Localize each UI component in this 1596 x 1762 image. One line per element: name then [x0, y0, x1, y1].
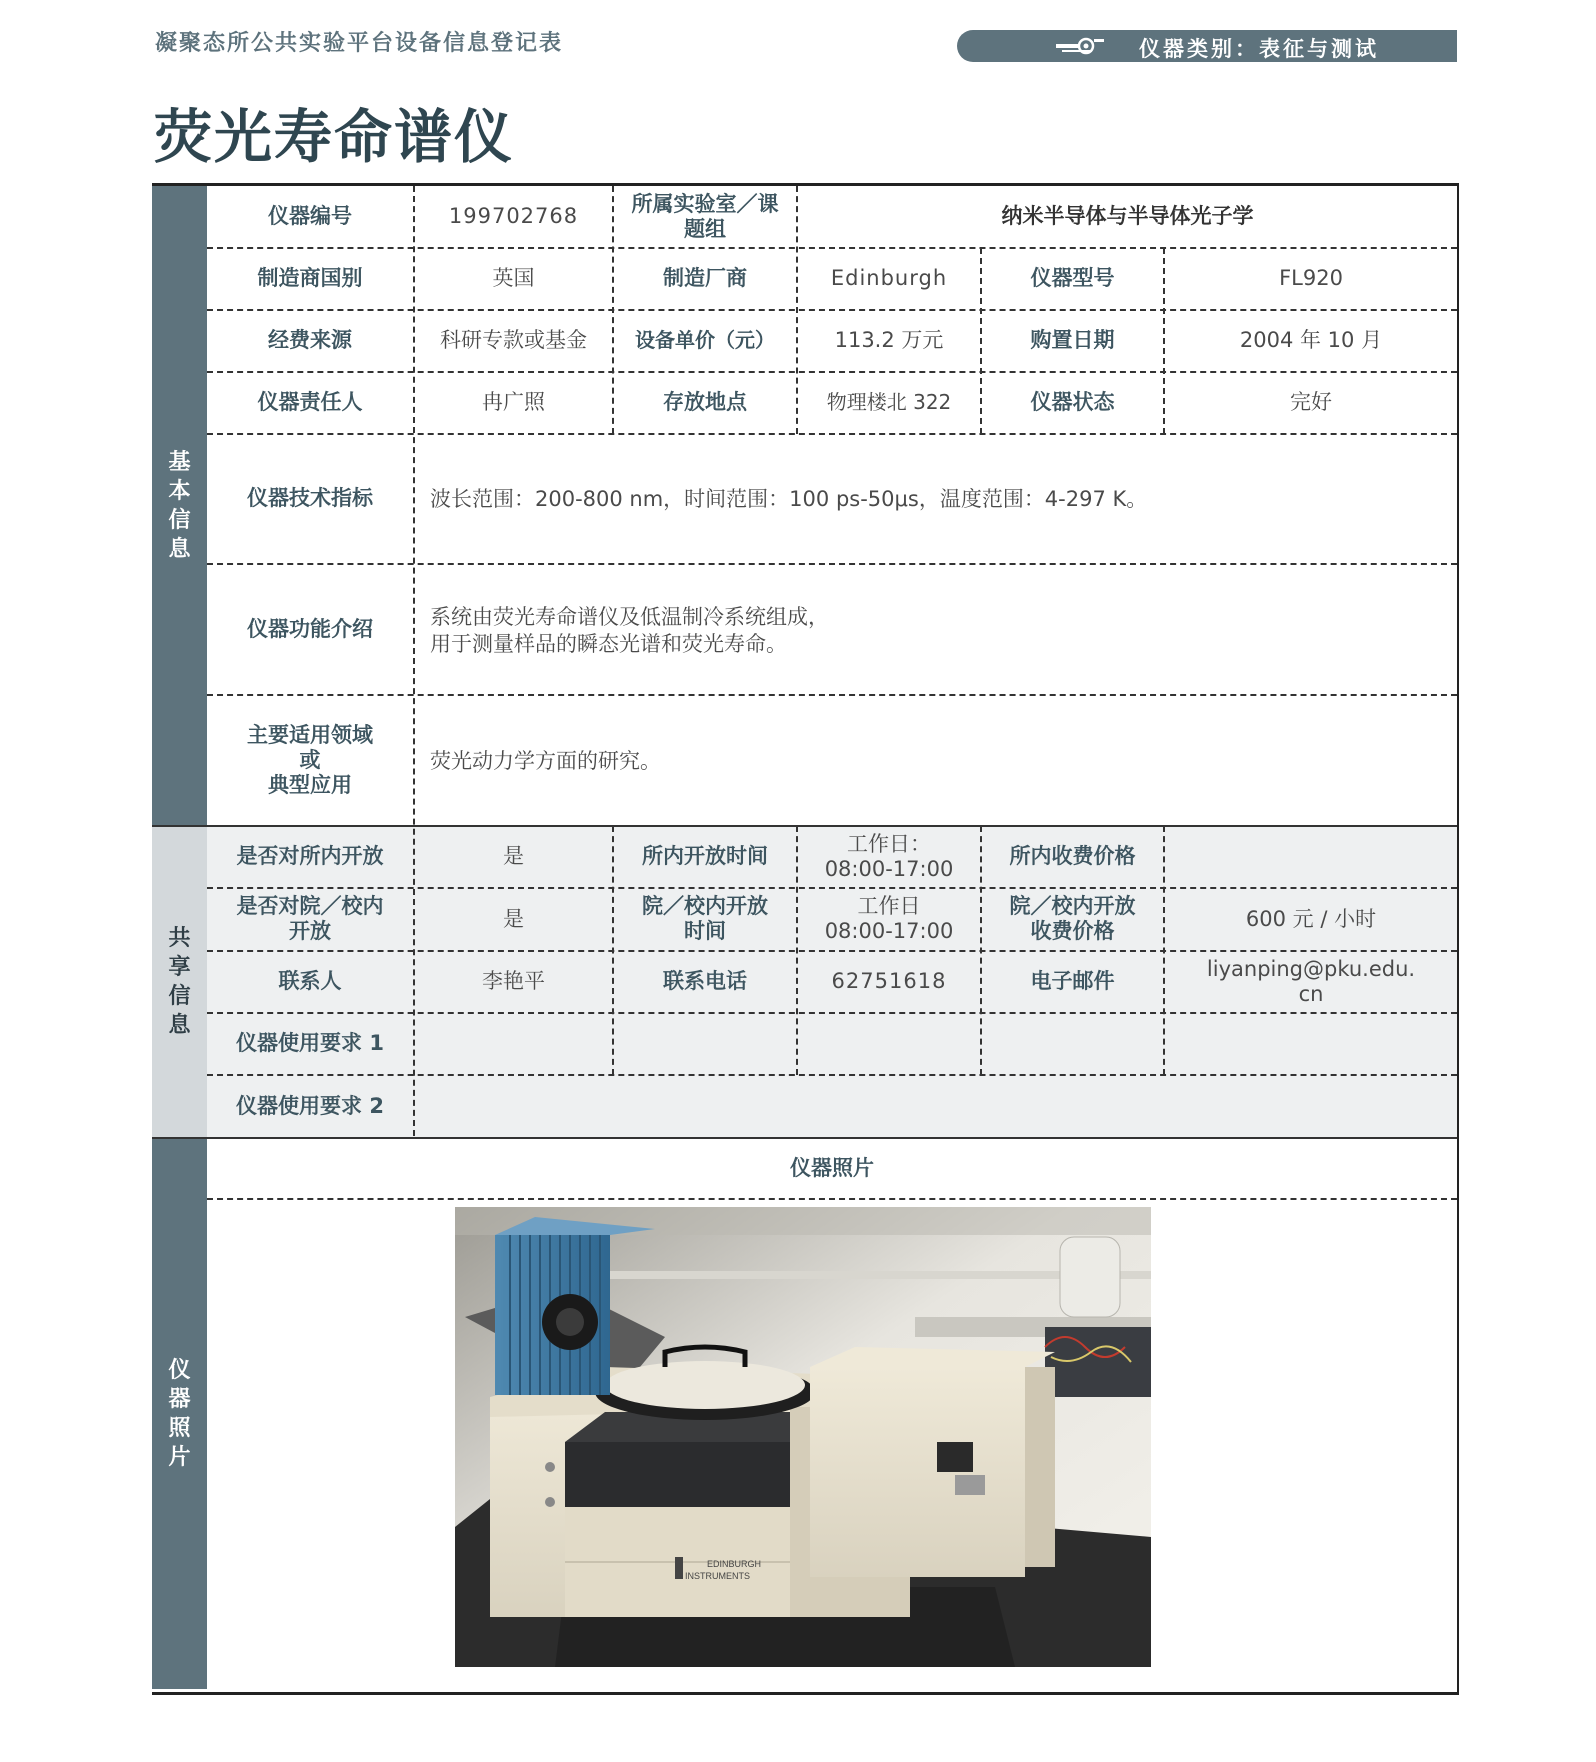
institute-open-label: 是否对所内开放	[236, 844, 384, 868]
funding-value: 科研专款或基金	[440, 328, 587, 352]
institute-hours-value: 工作日： 08:00-17:00	[824, 831, 954, 881]
purchase-date-value: 2004 年 10 月	[1239, 328, 1383, 352]
owner-value: 冉广照	[482, 390, 545, 414]
brand-line-1: EDINBURGH	[707, 1559, 762, 1569]
spec-value: 波长范围：200-800 nm，时间范围：100 ps-50μs，温度范围：4-297 K。	[430, 487, 1148, 511]
status-label: 仪器状态	[1030, 390, 1115, 414]
institute-open-value: 是	[503, 844, 524, 868]
function-line-1: 系统由荧光寿命谱仪及低温制冷系统组成，	[430, 605, 829, 629]
model-value: FL920	[1279, 266, 1343, 290]
owner-label: 仪器责任人	[257, 390, 363, 414]
section-sharing-info: 共享信息	[152, 826, 207, 1138]
application-label: 主要适用领域 或 典型应用	[247, 723, 373, 797]
section-photo: 仪器照片	[152, 1138, 207, 1689]
instrument-id-label: 仪器编号	[268, 204, 352, 228]
university-fee-value: 600 元 / 小时	[1245, 906, 1377, 931]
university-open-label: 是否对院／校内 开放	[236, 894, 384, 943]
country-label: 制造商国别	[257, 266, 363, 290]
contact-label: 联系人	[278, 969, 342, 993]
location-label: 存放地点	[663, 390, 747, 414]
university-open-value: 是	[503, 906, 524, 931]
university-fee-label: 院／校内开放 收费价格	[1009, 894, 1136, 943]
manufacturer-value: Edinburgh	[830, 266, 948, 290]
section-basic-info: 基本信息	[152, 186, 207, 826]
phone-label: 联系电话	[663, 969, 747, 993]
institute-fee-value	[1165, 826, 1457, 887]
requirement-2-label: 仪器使用要求 2	[236, 1093, 384, 1118]
university-hours-value: 工作日 08:00-17:00	[824, 894, 954, 943]
university-hours-label: 院／校内开放 时间	[642, 894, 768, 943]
unit-price-value: 113.2 万元	[834, 328, 944, 352]
category-label: 仪器类别：表征与测试	[1139, 37, 1379, 61]
email-label: 电子邮件	[1030, 969, 1115, 993]
country-value: 英国	[492, 266, 535, 290]
instrument-id-value: 199702768	[448, 204, 579, 228]
institute-fee-label: 所内收费价格	[1009, 844, 1136, 868]
function-label: 仪器功能介绍	[247, 617, 373, 641]
function-line-2: 用于测量样品的瞬态光谱和荧光寿命。	[430, 632, 787, 656]
status-value: 完好	[1290, 390, 1332, 414]
org-title: 凝聚态所公共实验平台设备信息登记表	[155, 31, 564, 56]
page-title: 荧光寿命谱仪	[154, 103, 515, 171]
row-divider	[207, 1198, 1457, 1200]
application-value: 荧光动力学方面的研究。	[430, 749, 661, 773]
brand-line-2: INSTRUMENTS	[685, 1571, 750, 1581]
funding-label: 经费来源	[268, 328, 352, 352]
purchase-date-label: 购置日期	[1030, 328, 1115, 352]
instrument-photo	[455, 1207, 1151, 1667]
contact-value: 李艳平	[482, 969, 545, 993]
unit-price-label: 设备单价（元）	[635, 328, 775, 352]
email-value[interactable]: liyanping@pku.edu. cn	[1206, 956, 1416, 1006]
microscope-logo-icon	[1052, 35, 1106, 57]
model-label: 仪器型号	[1030, 266, 1115, 290]
institute-hours-label: 所内开放时间	[642, 844, 768, 868]
spectrometer-illustration	[455, 1207, 1151, 1667]
spec-label: 仪器技术指标	[247, 486, 373, 510]
manufacturer-label: 制造厂商	[663, 266, 747, 290]
requirement-1-label: 仪器使用要求 1	[236, 1031, 384, 1055]
photo-heading: 仪器照片	[790, 1156, 874, 1180]
location-value: 物理楼北 322	[826, 390, 952, 414]
lab-group-label: 所属实验室／课题组	[631, 191, 779, 241]
lab-group-value: 纳米半导体与半导体光子学	[1001, 204, 1254, 228]
category-band	[957, 30, 1457, 62]
phone-value[interactable]: 62751618	[831, 969, 947, 993]
